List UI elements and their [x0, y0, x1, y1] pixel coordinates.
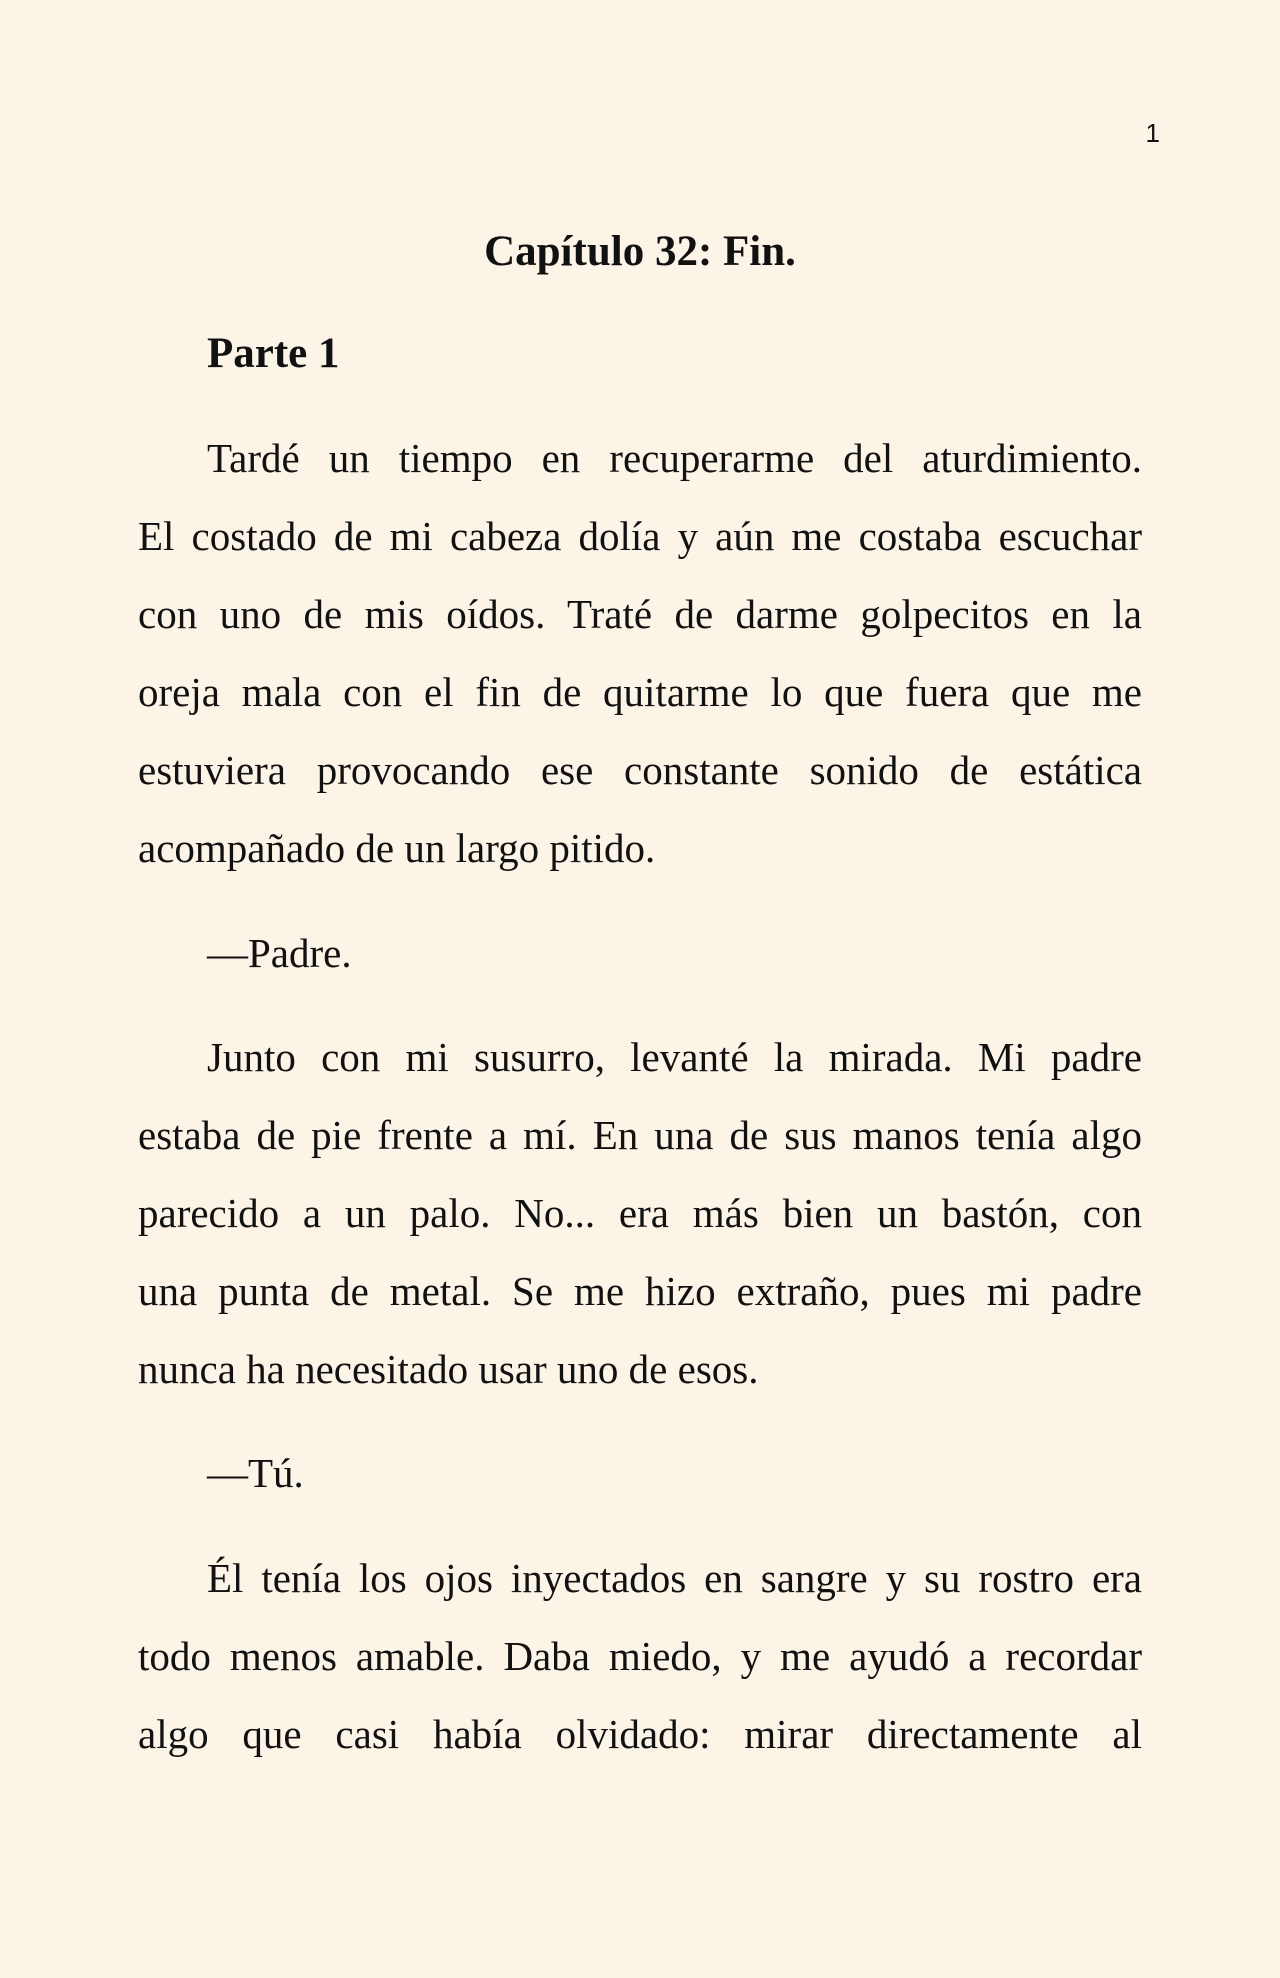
paragraph-1 — [138, 419, 1142, 887]
paragraph-line: parecido a un palo. No... era más bien un bastón, con — [138, 1190, 1142, 1236]
paragraph-line: estaba de pie frente a mí. En una de sus manos tenía algo — [138, 1112, 1142, 1158]
chapter-title: Capítulo 32: Fin. — [484, 228, 796, 275]
paragraph-line: algo que casi había olvidado: mirar directamente al — [138, 1711, 1142, 1757]
paragraph-line: estuviera provocando ese constante sonido de estática — [138, 747, 1142, 793]
paragraph-2 — [138, 1018, 1142, 1408]
paragraph-line: oreja mala con el fin de quitarme lo que fuera que me — [138, 669, 1142, 715]
paragraph-line: una punta de metal. Se me hizo extraño, pues mi padre — [138, 1268, 1142, 1314]
paragraph-line: acompañado de un largo pitido. — [138, 825, 656, 871]
paragraph-line: Él tenía los ojos inyectados en sangre y su rostro era — [207, 1555, 1142, 1601]
paragraph-3 — [138, 1539, 1142, 1773]
paragraph-line: todo menos amable. Daba miedo, y me ayudó a recordar — [138, 1633, 1142, 1679]
dialogue-line-2: —Tú. — [207, 1450, 304, 1496]
part-heading: Parte 1 — [207, 330, 340, 377]
page-number: 1 — [1145, 118, 1160, 148]
paragraph-line: El costado de mi cabeza dolía y aún me costaba escuchar — [138, 513, 1142, 559]
paragraph-line: Tardé un tiempo en recuperarme del aturdimiento. — [207, 435, 1142, 481]
paragraph-line: nunca ha necesitado usar uno de esos. — [138, 1346, 759, 1392]
paragraph-line: con uno de mis oídos. Traté de darme golpecitos en la — [138, 591, 1142, 637]
paragraph-line: Junto con mi susurro, levanté la mirada. Mi padre — [207, 1034, 1142, 1080]
dialogue-line-1: —Padre. — [207, 930, 352, 976]
